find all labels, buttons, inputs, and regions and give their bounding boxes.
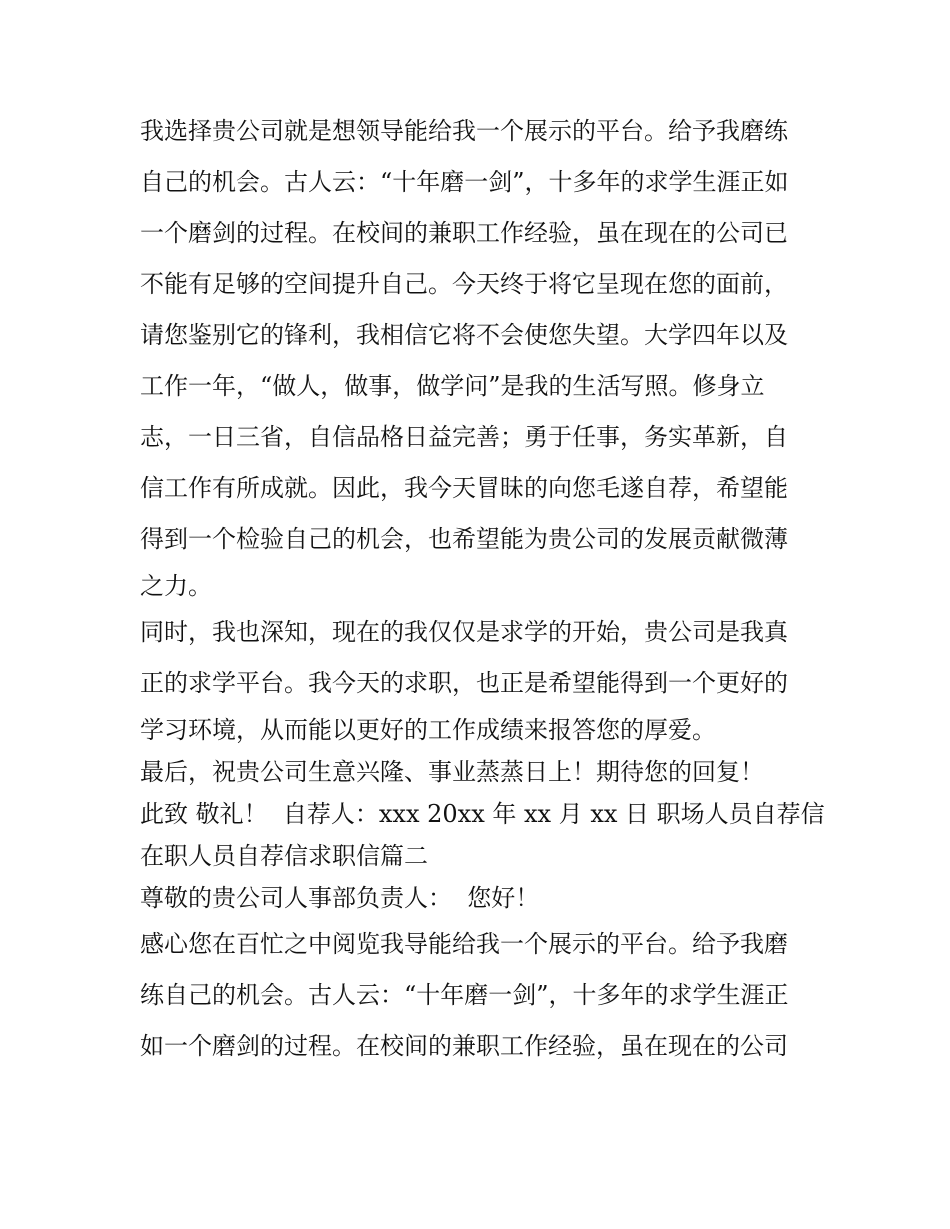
text-line-1: 我选择贵公司就是想领导能给我一个展示的平台。给予我磨练 bbox=[140, 117, 788, 145]
text-line-18: 感心您在百忙之中阅览我导能给我一个展示的平台。给予我磨 bbox=[140, 930, 788, 958]
text-line-12: 正的求学平台。我今天的求职，也正是希望能得到一个更好的 bbox=[140, 669, 788, 697]
letter-body bbox=[140, 106, 825, 1072]
text-line-14: 最后，祝贵公司生意兴隆、事业蒸蒸日上！期待您的回复！ bbox=[140, 758, 764, 786]
text-line-9: 得到一个检验自己的机会，也希望能为贵公司的发展贡献微薄 bbox=[140, 525, 788, 553]
text-line-2: 自己的机会。古人云：“十年磨一剑”，十多年的求学生涯正如 bbox=[140, 168, 789, 196]
text-line-3: 一个磨剑的过程。在校间的兼职工作经验，虽在现在的公司已 bbox=[140, 219, 788, 247]
text-line-13: 学习环境，从而能以更好的工作成绩来报答您的厚爱。 bbox=[140, 716, 716, 744]
text-line-4: 不能有足够的空间提升自己。今天终于将它呈现在您的面前， bbox=[140, 270, 788, 298]
text-line-20: 如一个磨剑的过程。在校间的兼职工作经验，虽在现在的公司 bbox=[140, 1032, 788, 1060]
text-line-17: 尊敬的贵公司人事部负责人： 您好！ bbox=[140, 884, 540, 912]
text-line-19: 练自己的机会。古人云：“十年磨一剑”，十多年的求学生涯正 bbox=[140, 981, 789, 1009]
text-line-15: 此致 敬礼！ 自荐人：xxx 20xx 年 xx 月 xx 日 职场人员自荐信 bbox=[140, 800, 825, 828]
text-line-5: 请您鉴别它的锋利，我相信它将不会使您失望。大学四年以及 bbox=[140, 321, 788, 349]
text-line-16: 在职人员自荐信求职信篇二 bbox=[140, 842, 428, 870]
text-line-10: 之力。 bbox=[140, 572, 212, 600]
text-line-7: 志，一日三省，自信品格日益完善；勇于任事，务实革新，自 bbox=[140, 423, 788, 451]
text-line-8: 信工作有所成就。因此，我今天冒昧的向您毛遂自荐，希望能 bbox=[140, 474, 788, 502]
text-line-6: 工作一年，“做人，做事，做学问”是我的生活写照。修身立 bbox=[140, 372, 765, 400]
text-line-11: 同时，我也深知，现在的我仅仅是求学的开始，贵公司是我真 bbox=[140, 618, 788, 646]
